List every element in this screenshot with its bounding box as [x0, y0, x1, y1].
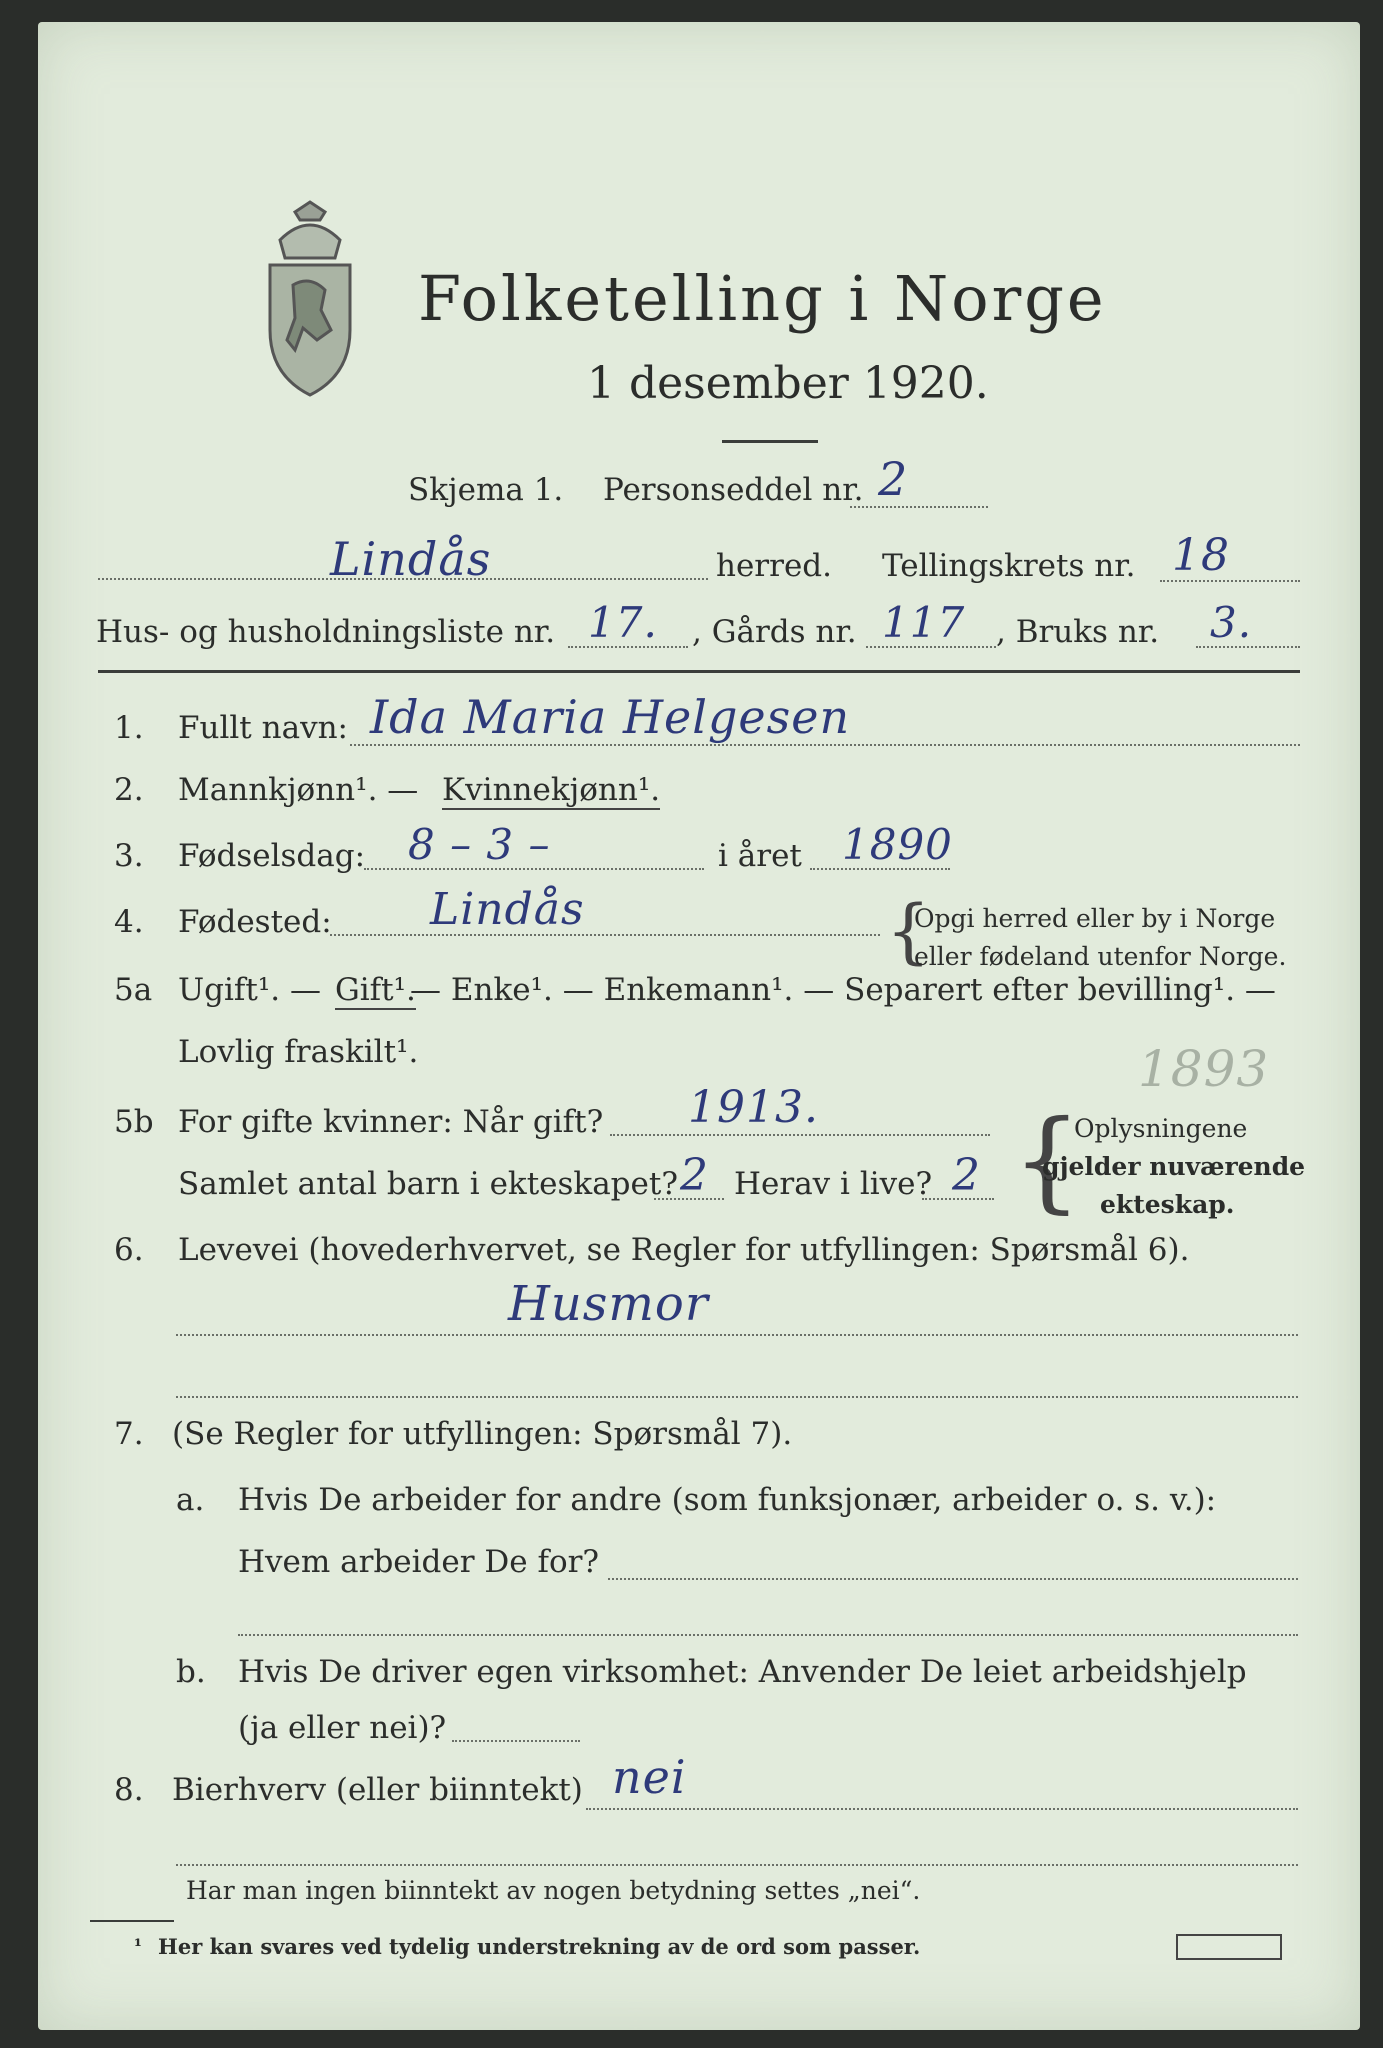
personseddel-line [850, 506, 988, 508]
tellingskrets-label: Tellingskrets nr. [882, 548, 1136, 584]
personseddel-label: Personseddel nr. [603, 472, 864, 508]
gards-line [866, 646, 996, 648]
status-divorced: Lovlig fraskilt¹. [178, 1034, 419, 1070]
marriage-note-3: ekteskap. [1100, 1190, 1235, 1219]
q6-number: 6. [114, 1232, 144, 1268]
status-other: — Enke¹. — Enkemann¹. — Separert efter bevilling¹. — [410, 972, 1276, 1008]
q4-label: Fødested: [178, 904, 332, 940]
hus-value: 17. [588, 598, 658, 647]
gender-female: Kvinnekjønn¹. [442, 772, 661, 808]
q3-label: Fødselsdag: [178, 838, 366, 874]
footnote-mark: ¹ [134, 1936, 142, 1957]
alive-value: 2 [952, 1150, 981, 1201]
hus-line [568, 646, 688, 648]
tellingskrets-line [1160, 580, 1300, 582]
q8-number: 8. [114, 1772, 144, 1808]
footnote-divider [90, 1920, 174, 1922]
birth-year-value: 1890 [842, 820, 953, 869]
footnote-text: Her kan svares ved tydelig understrekning av de ord som passer. [158, 1934, 921, 1959]
marriage-note-1: Oplysningene [1074, 1114, 1248, 1143]
herred-label: herred. [716, 548, 832, 584]
gards-label: , Gårds nr. [692, 614, 857, 650]
marriage-note-2: gjelder nuværende [1042, 1152, 1306, 1181]
children-line [654, 1198, 724, 1200]
occupation-value: Husmor [508, 1276, 709, 1332]
q7-label: (Se Regler for utfyllingen: Spørsmål 7). [172, 1416, 793, 1452]
married-when-line [610, 1134, 990, 1136]
birthplace-line [330, 934, 880, 936]
status-unmarried: Ugift¹. — [178, 972, 321, 1008]
children-label: Samlet antal barn i ekteskapet? [178, 1166, 678, 1202]
occupation-label: Levevei (hovederhvervet, se Regler for utfyllingen: Spørsmål 6). [178, 1232, 1190, 1268]
q2-number: 2. [114, 772, 144, 808]
status-married: Gift¹. [335, 972, 416, 1008]
alive-line [922, 1198, 994, 1200]
birthday-line [364, 868, 704, 870]
married-when-label: For gifte kvinner: Når gift? [178, 1104, 604, 1140]
married-when-value: 1913. [688, 1082, 819, 1133]
employer-line-1 [608, 1578, 1298, 1580]
herred-value: Lindås [330, 532, 492, 586]
header-divider [722, 440, 818, 443]
q7-number: 7. [114, 1416, 144, 1452]
printer-stamp-icon [1176, 1934, 1282, 1960]
birthplace-value: Lindås [430, 884, 585, 935]
birthplace-note-1: Opgi herred eller by i Norge [914, 904, 1276, 933]
hired-help-line [452, 1740, 580, 1742]
side-income-value: nei [612, 1750, 687, 1804]
footer-note: Har man ingen biinntekt av nogen betydning settes „nei“. [186, 1876, 921, 1905]
q7a-line-2: Hvem arbeider De for? [238, 1544, 600, 1580]
hus-label: Hus- og husholdningsliste nr. [96, 614, 556, 650]
q7a-number: a. [176, 1482, 205, 1518]
birthplace-brace: { [886, 890, 931, 972]
coat-of-arms-icon [255, 200, 365, 404]
year-label: i året [718, 838, 802, 874]
birth-year-line [810, 868, 950, 870]
bruks-value: 3. [1210, 598, 1253, 647]
q7b-number: b. [176, 1654, 206, 1690]
q4-number: 4. [114, 904, 144, 940]
census-date: 1 desember 1920. [587, 358, 989, 409]
bruks-label: , Bruks nr. [996, 614, 1160, 650]
personseddel-value: 2 [878, 452, 909, 506]
q7a-line-1: Hvis De arbeider for andre (som funksjonær, arbeider o. s. v.): [238, 1482, 1217, 1518]
q5b-number: 5b [114, 1104, 154, 1140]
gards-value: 117 [882, 598, 966, 647]
skjema-label: Skjema 1. [408, 472, 564, 508]
bruks-line [1196, 646, 1300, 648]
marriage-brace: { [1012, 1096, 1082, 1224]
full-name-value: Ida Maria Helgesen [370, 690, 851, 744]
occupation-line-2 [176, 1396, 1298, 1398]
gender-male: Mannkjønn¹. — [178, 772, 419, 808]
section-divider [98, 670, 1300, 673]
q1-number: 1. [114, 710, 144, 746]
children-value: 2 [680, 1150, 709, 1201]
herred-line [98, 578, 708, 580]
side-income-line-1 [586, 1808, 1298, 1810]
alive-label: Herav i live? [734, 1166, 933, 1202]
full-name-line [350, 744, 1300, 746]
q7b-line-2: (ja eller nei)? [238, 1710, 447, 1746]
margin-note: 1893 [1138, 1040, 1270, 1098]
q3-number: 3. [114, 838, 144, 874]
employer-line-2 [238, 1634, 1298, 1636]
birthplace-note-2: eller fødeland utenfor Norge. [914, 942, 1287, 971]
q7b-line-1: Hvis De driver egen virksomhet: Anvender De leiet arbeidshjelp [238, 1654, 1247, 1690]
occupation-line-1 [176, 1334, 1298, 1336]
tellingskrets-value: 18 [1172, 530, 1230, 581]
q5a-number: 5a [114, 972, 153, 1008]
q1-label: Fullt navn: [178, 710, 348, 746]
form-title: Folketelling i Norge [418, 262, 1107, 335]
side-income-label: Bierhverv (eller biinntekt) [172, 1772, 583, 1808]
side-income-line-2 [176, 1864, 1298, 1866]
birthday-value: 8 – 3 – [408, 820, 551, 869]
